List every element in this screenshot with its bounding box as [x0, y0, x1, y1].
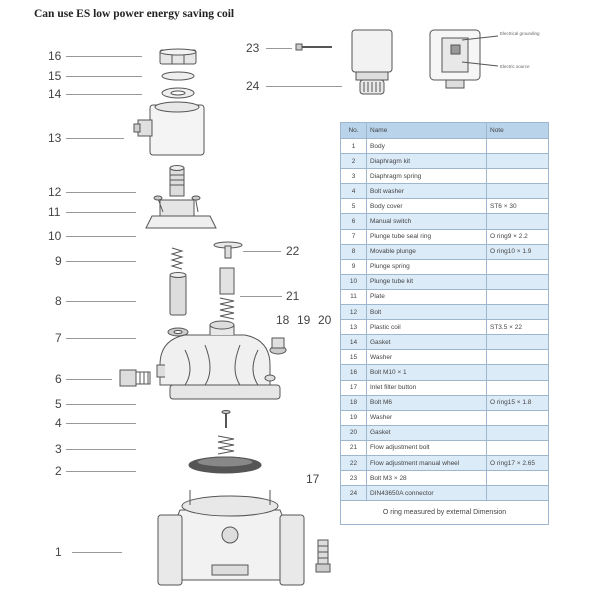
cell-note [487, 139, 549, 154]
table-row [341, 455, 549, 470]
grounding-label: Electrical grounding [500, 31, 540, 36]
table-row [341, 289, 549, 304]
cell-note: O ring10 × 1.9 [487, 244, 549, 259]
cell-name: Body cover [367, 199, 487, 214]
cell-name: Plunge tube seal ring [367, 229, 487, 244]
callout-17: 17 [306, 472, 320, 486]
table-row [341, 410, 549, 425]
callout-13: 13 [48, 131, 62, 145]
cell-note [487, 335, 549, 350]
table-row [341, 169, 549, 184]
plunger-part-8 [170, 273, 186, 316]
table-row [341, 425, 549, 440]
header-name: Name [367, 123, 487, 139]
screw-part-23 [296, 44, 332, 50]
cell-no: 22 [341, 455, 367, 470]
cell-no: 2 [341, 154, 367, 169]
cell-name: Washer [367, 350, 487, 365]
cell-no: 3 [341, 169, 367, 184]
cell-note [487, 169, 549, 184]
table-row [341, 486, 549, 501]
cell-name: Manual switch [367, 214, 487, 229]
callout-24: 24 [246, 79, 260, 93]
cell-note [487, 410, 549, 425]
table-row [341, 259, 549, 274]
wheel-part-22 [214, 242, 242, 258]
table-row [341, 305, 549, 320]
cell-name: Bolt M6 [367, 395, 487, 410]
cell-no: 12 [341, 305, 367, 320]
cell-note [487, 305, 549, 320]
table-row [341, 395, 549, 410]
cell-name: Flow adjustment manual wheel [367, 455, 487, 470]
cell-name: Body [367, 139, 487, 154]
connector-plan-view [430, 30, 498, 88]
plunge-tube-part-12 [170, 166, 184, 197]
cell-note [487, 440, 549, 455]
cell-no: 19 [341, 410, 367, 425]
cell-name: Plunge spring [367, 259, 487, 274]
cell-note [487, 380, 549, 395]
cell-note [487, 365, 549, 380]
connector-part-24 [352, 30, 392, 94]
table-row [341, 184, 549, 199]
cell-note [487, 259, 549, 274]
cell-no: 13 [341, 320, 367, 335]
cell-name: Bolt washer [367, 184, 487, 199]
cell-note [487, 471, 549, 486]
cell-note: O ring15 × 1.8 [487, 395, 549, 410]
cell-no: 5 [341, 199, 367, 214]
callout-22: 22 [286, 244, 300, 258]
callout-8: 8 [55, 294, 62, 308]
spring-part-9 [172, 248, 182, 269]
cell-no: 15 [341, 350, 367, 365]
callout-4: 4 [55, 416, 62, 430]
cell-note: ST6 × 30 [487, 199, 549, 214]
callout-19: 19 [297, 313, 311, 327]
cell-no: 24 [341, 486, 367, 501]
bolt-washer-part-4 [222, 411, 230, 429]
flow-bolt-part-21 [220, 268, 234, 319]
cell-no: 7 [341, 229, 367, 244]
callout-11: 11 [48, 205, 61, 219]
table-row [341, 335, 549, 350]
plate-part-11 [154, 196, 200, 216]
cell-no: 10 [341, 274, 367, 289]
cell-no: 9 [341, 259, 367, 274]
cell-note [487, 425, 549, 440]
table-row [341, 440, 549, 455]
table-row [341, 199, 549, 214]
cell-no: 11 [341, 289, 367, 304]
table-row [341, 350, 549, 365]
cell-no: 17 [341, 380, 367, 395]
cell-no: 8 [341, 244, 367, 259]
table-row [341, 244, 549, 259]
diaphragm-spring-part-3 [218, 436, 234, 454]
cell-no: 14 [341, 335, 367, 350]
cell-no: 6 [341, 214, 367, 229]
filter-button-part-17 [316, 540, 330, 572]
callout-21: 21 [286, 289, 300, 303]
cell-name: Gasket [367, 335, 487, 350]
cell-note: ST3.5 × 22 [487, 320, 549, 335]
callout-16: 16 [48, 49, 62, 63]
callout-5: 5 [55, 397, 62, 411]
cell-no: 21 [341, 440, 367, 455]
callout-7: 7 [55, 331, 62, 345]
table-header-row [341, 123, 549, 139]
cell-name: Bolt M10 × 1 [367, 365, 487, 380]
callout-2: 2 [55, 464, 62, 478]
cell-note [487, 184, 549, 199]
callout-18: 18 [276, 313, 290, 327]
table-row [341, 214, 549, 229]
callout-6: 6 [55, 372, 62, 386]
cell-no: 4 [341, 184, 367, 199]
cell-name: DIN43650A connector [367, 486, 487, 501]
cell-name: Plunge tube kit [367, 274, 487, 289]
header-no: No. [341, 123, 367, 139]
cell-name: Gasket [367, 425, 487, 440]
cell-note [487, 154, 549, 169]
cell-name: Washer [367, 410, 487, 425]
table-row [341, 154, 549, 169]
callout-23: 23 [246, 41, 260, 55]
table-footnote: O ring measured by external Dimension [341, 501, 549, 525]
coil-part-13 [134, 102, 204, 155]
header-note: Note [487, 123, 549, 139]
callout-15: 15 [48, 69, 62, 83]
cell-name: Diaphragm spring [367, 169, 487, 184]
callout-20: 20 [318, 313, 332, 327]
washer-part-15 [162, 72, 194, 80]
table-row [341, 365, 549, 380]
diagram-title: Can use ES low power energy saving coil [34, 8, 235, 20]
cell-note [487, 214, 549, 229]
cell-name: Flow adjustment bolt [367, 440, 487, 455]
cell-name: Plastic coil [367, 320, 487, 335]
callout-1: 1 [55, 545, 62, 559]
cell-name: Bolt M3 × 28 [367, 471, 487, 486]
cell-note: O ring9 × 2.2 [487, 229, 549, 244]
table-row [341, 471, 549, 486]
cell-no: 18 [341, 395, 367, 410]
cell-name: Movable plunge [367, 244, 487, 259]
manual-switch-part-6 [120, 370, 150, 386]
cell-note [487, 486, 549, 501]
cell-note [487, 350, 549, 365]
cell-name: Bolt [367, 305, 487, 320]
nut-part-16 [160, 49, 196, 64]
cell-name: Diaphragm kit [367, 154, 487, 169]
cell-note [487, 289, 549, 304]
callout-9: 9 [55, 254, 62, 268]
cell-no: 23 [341, 471, 367, 486]
cell-note: O ring17 × 2.65 [487, 455, 549, 470]
callout-3: 3 [55, 442, 62, 456]
table-row [341, 229, 549, 244]
parts-table [340, 122, 549, 525]
cell-note [487, 274, 549, 289]
table-row [341, 139, 549, 154]
source-label: Electric source [500, 64, 530, 69]
cell-name: Plate [367, 289, 487, 304]
table-row [341, 320, 549, 335]
cell-no: 20 [341, 425, 367, 440]
callout-10: 10 [48, 229, 62, 243]
cell-no: 16 [341, 365, 367, 380]
cell-no: 1 [341, 139, 367, 154]
callout-12: 12 [48, 185, 62, 199]
cell-name: Inlet filter button [367, 380, 487, 395]
table-row [341, 380, 549, 395]
valve-body-part-1 [158, 490, 304, 585]
diaphragm-part-2 [189, 457, 261, 473]
tube-base-part-10 [146, 216, 216, 228]
table-row [341, 274, 549, 289]
callout-14: 14 [48, 87, 62, 101]
